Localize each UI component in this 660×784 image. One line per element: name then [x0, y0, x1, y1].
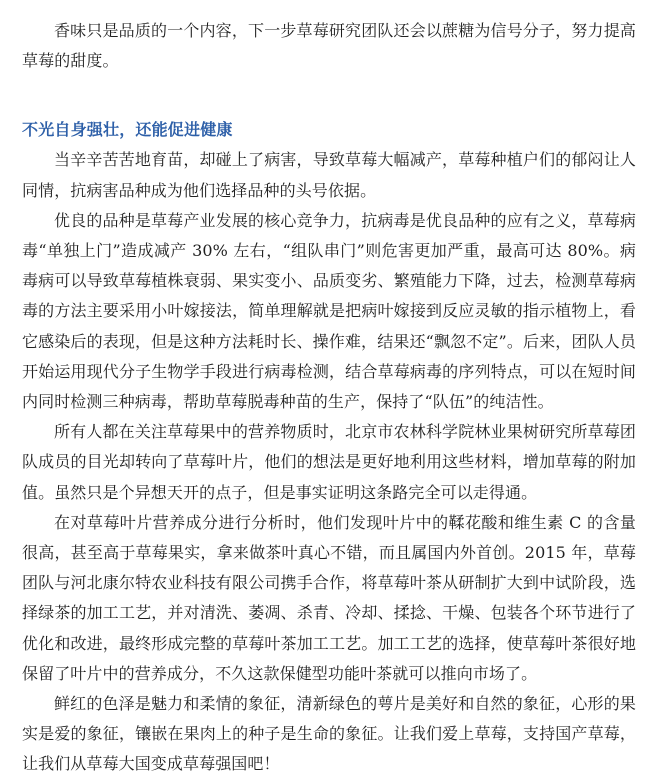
section-heading: 不光自身强壮，还能促进健康	[22, 120, 233, 140]
paragraph-leaf-tea: 在对草莓叶片营养成分进行分析时，他们发现叶片中的鞣花酸和维生素 C 的含量很高，甚至高于草莓果实，拿来做茶叶真心不错，而且属国内外首创。2015 年，草莓团队与河北康尔特农业科技有限公司携手合作，将草莓叶茶从研制扩大到中试阶段，选择绿茶的加工工艺，并对清洗、萎凋、杀青、冷却、揉捻、干燥、包装各个环节进行了优化和改进，最终形成完整的草莓叶茶加工工艺。加工工艺的选择，使草莓叶茶很好地保留了叶片中的营养成分，不久这款保健型功能叶茶就可以推向市场了。	[22, 512, 636, 683]
paragraph-conclusion: 鲜红的色泽是魅力和柔情的象征，清新绿色的萼片是美好和自然的象征，心形的果实是爱的象征，镶嵌在果肉上的种子是生命的象征。让我们爱上草莓，支持国产草莓，让我们从草莓大国变成草莓强国吧！	[22, 694, 636, 774]
paragraph-leaf-value: 所有人都在关注草莓果中的营养物质时，北京市农林科学院林业果树研究所草莓团队成员的目光却转向了草莓叶片，他们的想法是更好地利用这些材料，增加草莓的附加值。虽然只是个异想天开的点子，但是事实证明这条路完全可以走得通。	[22, 422, 636, 502]
paragraph-virus-detection: 优良的品种是草莓产业发展的核心竞争力，抗病毒是优良品种的应有之义，草莓病毒“单独上门”造成减产 30% 左右，“组队串门”则危害更加严重，最高可达 80%。病毒病可以导致草莓植株衰弱、果实变小、品质变劣、繁殖能力下降，过去，检测草莓病毒的方法主要采用小叶嫁接法，简单理解就是把病叶嫁接到反应灵敏的指示植物上，看它感染后的表现，但是这种方法耗时长、操作难，结果还“飘忽不定”。后来，团队人员开始运用现代分子生物学手段进行病毒检测，结合草莓病毒的序列特点，可以在短时间内同时检测三种病毒，帮助草莓脱毒种苗的生产，保持了“队伍”的纯洁性。	[22, 210, 636, 412]
paragraph-sweetness: 香味只是品质的一个内容，下一步草莓研究团队还会以蔗糖为信号分子，努力提高草莓的甜度。	[22, 21, 636, 71]
paragraph-disease-intro: 当辛辛苦苦地育苗，却碰上了病害，导致草莓大幅减产，草莓种植户们的郁闷让人同情，抗病害品种成为他们选择品种的头号依据。	[22, 150, 636, 200]
document-page	[22, 16, 636, 780]
